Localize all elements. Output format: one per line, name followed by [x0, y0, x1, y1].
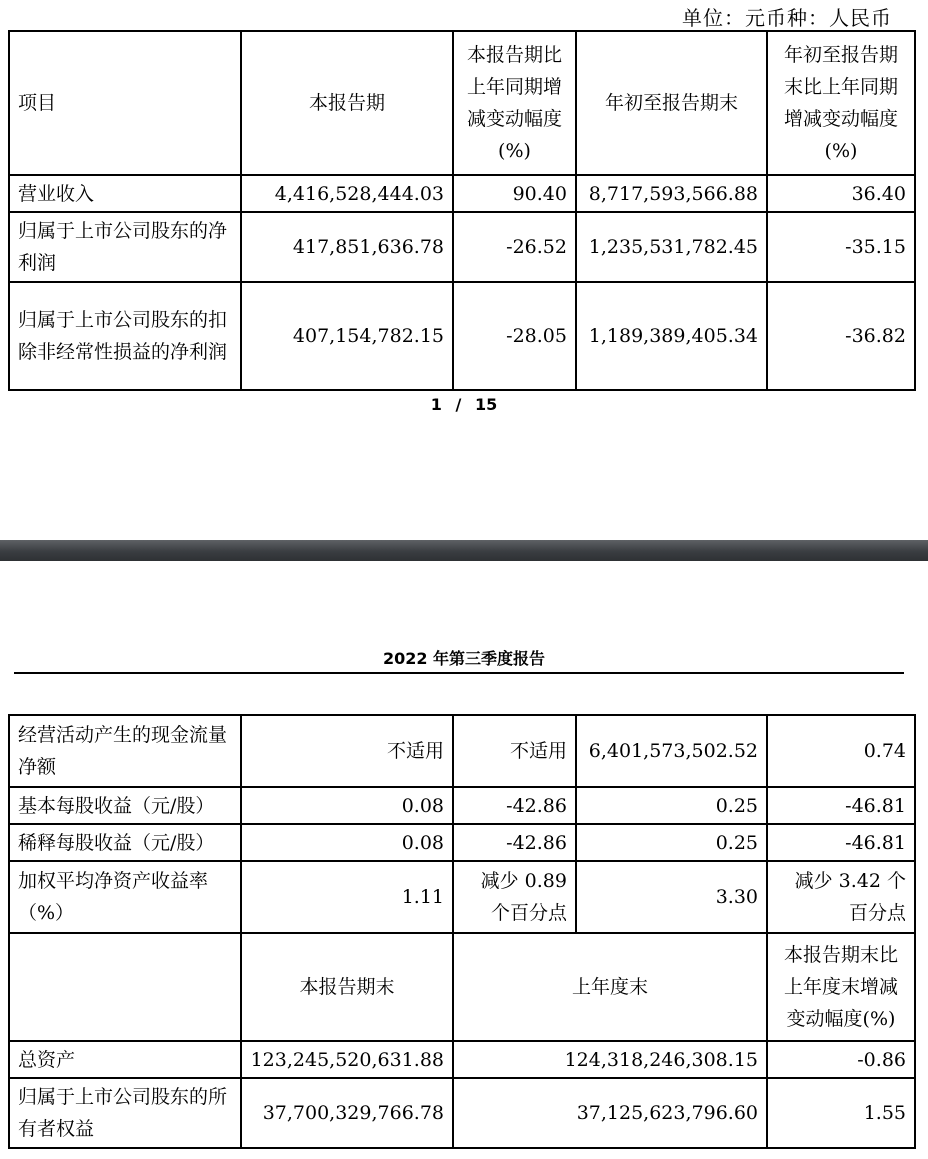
row-ytd-change: 36.40	[767, 175, 915, 212]
row-ytd: 1,189,389,405.34	[576, 282, 767, 390]
report-header-title: 2022 年第三季度报告	[382, 649, 546, 668]
header-ytd: 年初至报告期末	[576, 31, 767, 175]
row-current: 417,851,636.78	[241, 212, 453, 282]
row-prior-year-end: 124,318,246,308.15	[453, 1041, 767, 1078]
page-current: 1	[430, 395, 442, 414]
row-period-end: 123,245,520,631.88	[241, 1041, 453, 1078]
row-item: 加权平均净资产收益率（%）	[9, 861, 241, 933]
row-ytd-change: -35.15	[767, 212, 915, 282]
row-current: 407,154,782.15	[241, 282, 453, 390]
balance-header-row	[9, 933, 915, 1041]
row-ytd: 0.25	[576, 824, 767, 861]
row-change: -42.86	[453, 787, 576, 824]
page-separator: /	[455, 395, 462, 414]
page-total: 15	[474, 395, 498, 414]
table-row	[9, 282, 915, 390]
financial-table-top	[8, 30, 916, 391]
row-item: 总资产	[9, 1041, 241, 1078]
row-ytd-change: 0.74	[767, 715, 915, 787]
row-ytd: 6,401,573,502.52	[576, 715, 767, 787]
row-current: 不适用	[241, 715, 453, 787]
row-item: 基本每股收益（元/股）	[9, 787, 241, 824]
row-period-end: 37,700,329,766.78	[241, 1078, 453, 1148]
row-current: 0.08	[241, 787, 453, 824]
row-ytd: 0.25	[576, 787, 767, 824]
row-ytd-change: 减少 3.42 个百分点	[767, 861, 915, 933]
row-change: 不适用	[453, 715, 576, 787]
row-item: 稀释每股收益（元/股）	[9, 824, 241, 861]
financial-table-bottom	[8, 714, 916, 1149]
row-current: 0.08	[241, 824, 453, 861]
row-item: 归属于上市公司股东的净利润	[9, 212, 241, 282]
row-ytd: 1,235,531,782.45	[576, 212, 767, 282]
row-change: 减少 0.89 个百分点	[453, 861, 576, 933]
balance-header-item-empty	[9, 933, 241, 1041]
page-number	[0, 395, 928, 414]
row-change: -26.52	[453, 212, 576, 282]
row-balance-change: 1.55	[767, 1078, 915, 1148]
header-period-end: 本报告期末	[241, 933, 453, 1041]
table-row	[9, 861, 915, 933]
row-ytd: 3.30	[576, 861, 767, 933]
table-header-row	[9, 31, 915, 175]
unit-currency-note: 单位：元币种：人民币	[682, 6, 892, 30]
row-current: 4,416,528,444.03	[241, 175, 453, 212]
row-ytd-change: -46.81	[767, 787, 915, 824]
table-row	[9, 715, 915, 787]
row-change: -28.05	[453, 282, 576, 390]
row-ytd: 8,717,593,566.88	[576, 175, 767, 212]
header-item: 项目	[9, 31, 241, 175]
header-balance-change: 本报告期末比上年度末增减变动幅度(%)	[767, 933, 915, 1041]
row-item: 归属于上市公司股东的所有者权益	[9, 1078, 241, 1148]
row-item: 营业收入	[9, 175, 241, 212]
table-row	[9, 1041, 915, 1078]
header-current-period: 本报告期	[241, 31, 453, 175]
table-row	[9, 175, 915, 212]
page-break-bar	[0, 540, 928, 561]
table-row	[9, 1078, 915, 1148]
table-row	[9, 212, 915, 282]
row-item: 经营活动产生的现金流量净额	[9, 715, 241, 787]
row-ytd-change: -36.82	[767, 282, 915, 390]
header-current-change: 本报告期比上年同期增减变动幅度(%)	[453, 31, 576, 175]
table-row	[9, 824, 915, 861]
row-item: 归属于上市公司股东的扣除非经常性损益的净利润	[9, 282, 241, 390]
header-prior-year-end: 上年度末	[453, 933, 767, 1041]
row-ytd-change: -46.81	[767, 824, 915, 861]
row-change: 90.40	[453, 175, 576, 212]
table-row	[9, 787, 915, 824]
row-balance-change: -0.86	[767, 1041, 915, 1078]
header-ytd-change: 年初至报告期末比上年同期增减变动幅度(%)	[767, 31, 915, 175]
row-change: -42.86	[453, 824, 576, 861]
header-rule-line	[14, 672, 904, 674]
row-prior-year-end: 37,125,623,796.60	[453, 1078, 767, 1148]
row-current: 1.11	[241, 861, 453, 933]
